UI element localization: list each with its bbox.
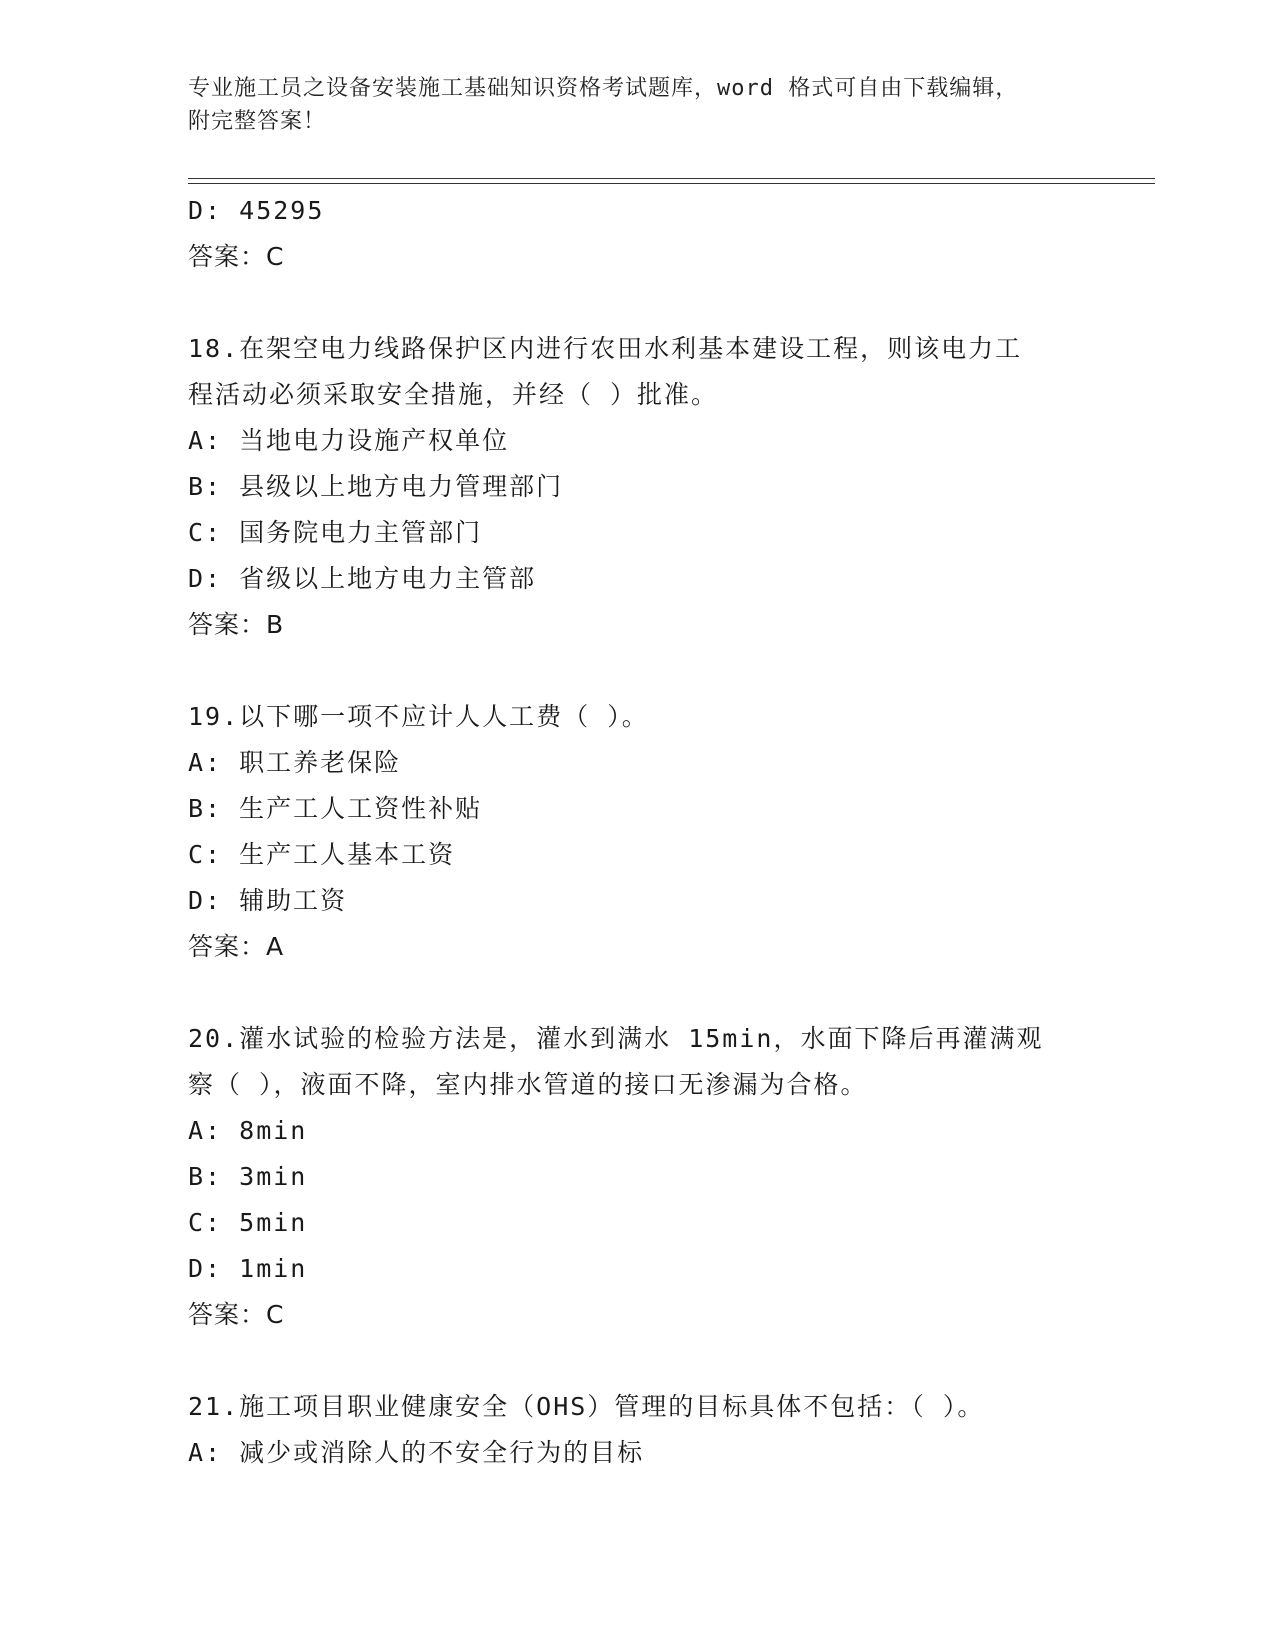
option-b: B: 生产工人工资性补贴 <box>188 794 483 823</box>
answer: 答案：B <box>188 610 285 639</box>
header-line-2: 附完整答案！ <box>188 109 327 134</box>
option-c: C: 5min <box>188 1208 308 1237</box>
option-a: A: 职工养老保险 <box>188 748 402 777</box>
option-d: D: 省级以上地方电力主管部 <box>188 564 537 593</box>
prev-answer: 答案：C <box>188 242 285 271</box>
spacer <box>188 280 1088 326</box>
question-18 <box>188 326 1088 648</box>
question-stem-line: 程活动必须采取安全措施，并经（ ）批准。 <box>188 380 719 409</box>
question-21 <box>188 1384 1088 1476</box>
question-20 <box>188 1016 1088 1338</box>
question-stem-line: 19.以下哪一项不应计人人工费（ ）。 <box>188 702 649 731</box>
option-c: C: 国务院电力主管部门 <box>188 518 483 547</box>
option-c: C: 生产工人基本工资 <box>188 840 456 869</box>
header-line-1: 专业施工员之设备安装施工基础知识资格考试题库，word 格式可自由下载编辑， <box>188 76 1019 101</box>
answer: 答案：C <box>188 1300 285 1329</box>
option-a: A: 减少或消除人的不安全行为的目标 <box>188 1438 645 1467</box>
question-stem-line: 21.施工项目职业健康安全（OHS）管理的目标具体不包括：（ ）。 <box>188 1392 985 1421</box>
option-d: D: 辅助工资 <box>188 886 348 915</box>
header-divider-top <box>188 178 1155 179</box>
option-b: B: 县级以上地方电力管理部门 <box>188 472 564 501</box>
header-divider-bottom <box>188 183 1155 184</box>
document-header <box>188 72 1088 138</box>
question-stem-line: 察（ ），液面不降，室内排水管道的接口无渗漏为合格。 <box>188 1070 868 1099</box>
spacer <box>188 1338 1088 1384</box>
option-b: B: 3min <box>188 1162 308 1191</box>
question-stem-line: 18.在架空电力线路保护区内进行农田水利基本建设工程，则该电力工 <box>188 334 1023 363</box>
spacer <box>188 970 1088 1016</box>
question-stem-line: 20.灌水试验的检验方法是，灌水到满水 15min，水面下降后再灌满观 <box>188 1024 1044 1053</box>
prev-option-d: D: 45295 <box>188 196 325 225</box>
question-19 <box>188 694 1088 970</box>
option-a: A: 当地电力设施产权单位 <box>188 426 510 455</box>
option-a: A: 8min <box>188 1116 308 1145</box>
question-content <box>188 188 1088 1476</box>
answer: 答案：A <box>188 932 285 961</box>
spacer <box>188 648 1088 694</box>
option-d: D: 1min <box>188 1254 308 1283</box>
